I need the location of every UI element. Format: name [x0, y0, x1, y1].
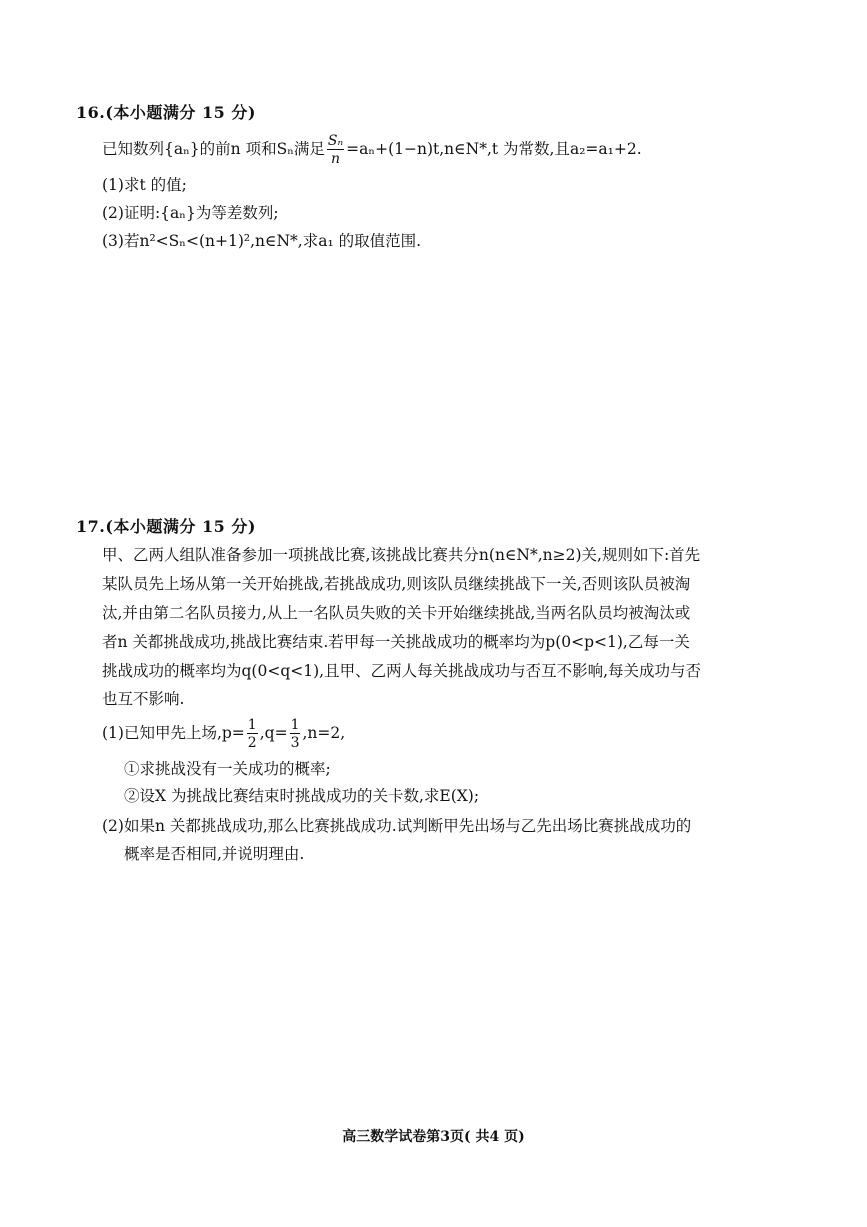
question-17-stem-line: 者n 关都挑战成功,挑战比赛结束.若甲每一关挑战成功的概率均为p(0<p<1),乙每一关: [102, 633, 690, 651]
question-17-stem-line: 挑战成功的概率均为q(0<q<1),且甲、乙两人每关挑战成功与否互不影响,每关成功与否: [102, 662, 701, 680]
question-17-heading: 17.(本小题满分 15 分): [76, 517, 256, 536]
question-16-heading: 16.(本小题满分 15 分): [76, 103, 256, 122]
fraction-denominator: 3: [290, 735, 300, 751]
part-1-prefix: (1)已知甲先上场,p=: [102, 724, 245, 742]
question-16-part-2: (2)证明:{aₙ}为等差数列;: [102, 204, 279, 222]
question-17-stem-line: 汰,并由第二名队员接力,从上一名队员失败的关卡开始继续挑战,当两名队员均被淘汰或: [102, 604, 691, 622]
question-17-subpart-2: ②设X 为挑战比赛结束时挑战成功的关卡数,求E(X);: [124, 787, 480, 805]
fraction-numerator: Sₙ: [327, 133, 344, 149]
question-16-part-3: (3)若n²<Sₙ<(n+1)²,n∈N*,求a₁ 的取值范围.: [102, 232, 422, 250]
question-16-part-1: (1)求t 的值;: [102, 176, 187, 194]
part-1-suffix: ,n=2,: [302, 724, 346, 742]
question-17-part-2-line: 概率是否相同,并说明理由.: [124, 845, 305, 863]
question-17-subpart-1: ①求挑战没有一关成功的概率;: [124, 760, 331, 778]
question-17-stem-line: 某队员先上场从第一关开始挑战,若挑战成功,则该队员继续挑战下一关,否则该队员被淘: [102, 575, 691, 593]
fraction-denominator: 2: [247, 735, 257, 751]
p-fraction: [247, 718, 258, 750]
question-17-part-2-line: (2)如果n 关都挑战成功,那么比赛挑战成功.试判断甲先出场与乙先出场比赛挑战成功的: [102, 817, 692, 835]
question-16-stem-part1: 已知数列{aₙ}的前n 项和Sₙ满足: [102, 140, 325, 158]
q-fraction: [290, 718, 301, 750]
question-17-stem-line: 也互不影响.: [102, 690, 185, 708]
sn-over-n-fraction: [327, 134, 344, 166]
page-footer: 高三数学试卷第3页( 共4 页): [342, 1129, 525, 1145]
question-16-stem: [102, 134, 642, 166]
q-label: ,q=: [259, 724, 288, 742]
fraction-numerator: 1: [290, 717, 300, 733]
fraction-denominator: n: [331, 151, 341, 167]
question-16-stem-part2: =aₙ+(1−n)t,n∈N*,t 为常数,且a₂=a₁+2.: [346, 140, 642, 158]
fraction-numerator: 1: [247, 717, 257, 733]
question-17-part-1: [102, 718, 345, 750]
question-17-stem-line: 甲、乙两人组队准备参加一项挑战比赛,该挑战比赛共分n(n∈N*,n≥2)关,规则如下:首先: [102, 546, 701, 564]
